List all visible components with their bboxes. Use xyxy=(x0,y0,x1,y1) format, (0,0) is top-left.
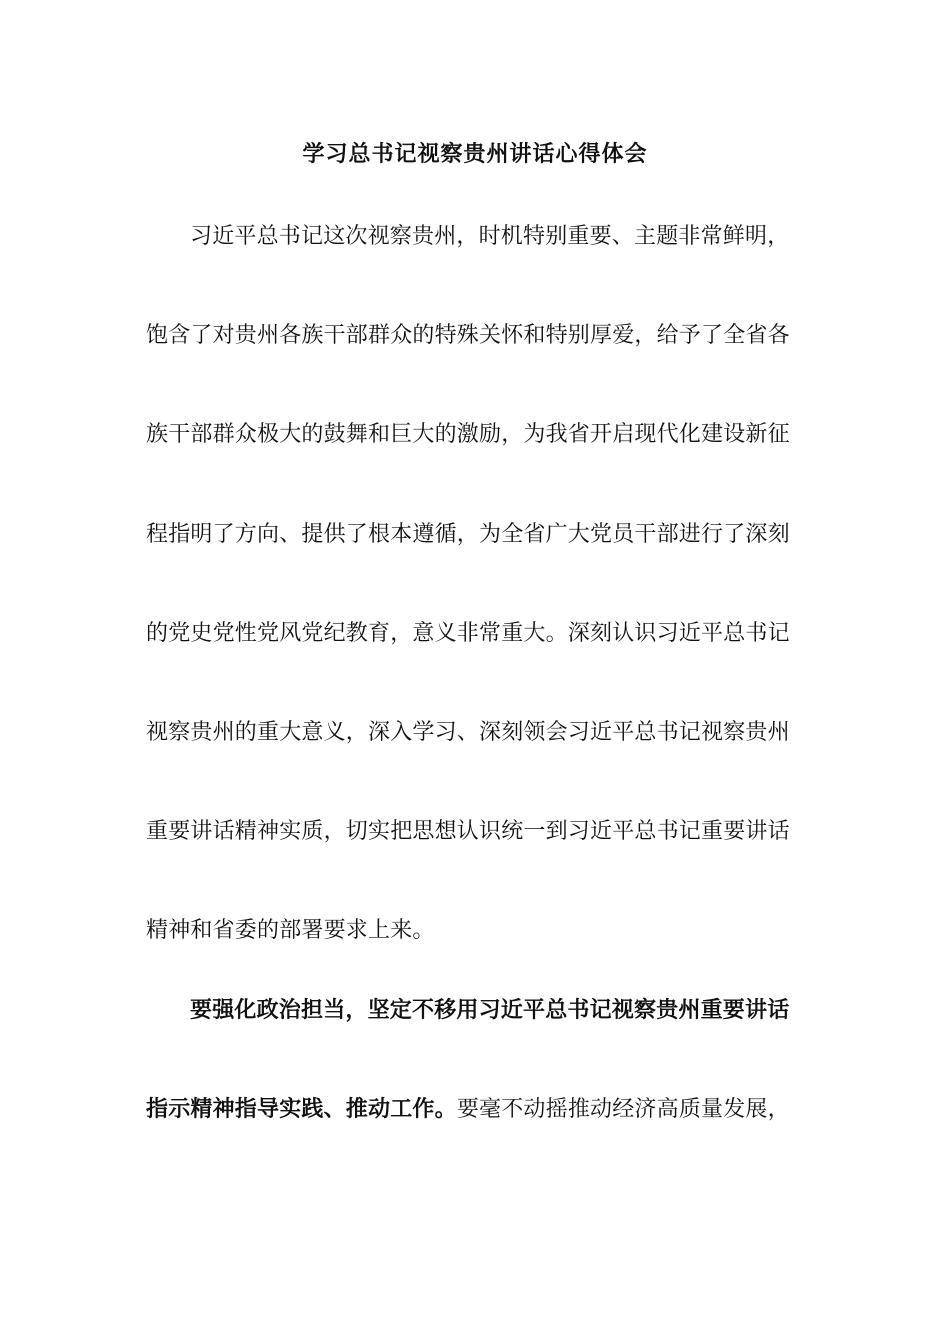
paragraph2-line-2-bold: 指示精神指导实践、推动工作。 xyxy=(146,1097,457,1122)
paragraph1-line-5: 的党史党性党风党纪教育，意义非常重大。深刻认识习近平总书记 xyxy=(146,621,790,646)
paragraph1-line-3: 族干部群众极大的鼓舞和巨大的激励，为我省开启现代化建设新征 xyxy=(146,422,790,447)
paragraph1-line-1: 习近平总书记这次视察贵州，时机特别重要、主题非常鲜明， xyxy=(190,224,790,249)
paragraph1-line-7: 重要讲话精神实质，切实把思想认识统一到习近平总书记重要讲话 xyxy=(146,819,790,844)
paragraph1-line-8: 精神和省委的部署要求上来。 xyxy=(146,918,435,943)
paragraph1-line-6: 视察贵州的重大意义，深入学习、深刻领会习近平总书记视察贵州 xyxy=(146,720,790,745)
paragraph1-line-4: 程指明了方向、提供了根本遵循，为全省广大党员干部进行了深刻 xyxy=(146,522,790,547)
paragraph2-line-1: 要强化政治担当，坚定不移用习近平总书记视察贵州重要讲话 xyxy=(190,998,790,1023)
paragraph2-line-2-normal: 要毫不动摇推动经济高质量发展， xyxy=(456,1097,790,1122)
paragraph2-line-2 xyxy=(146,1093,806,1127)
document-title: 学习总书记视察贵州讲话心得体会 xyxy=(302,142,648,167)
paragraph1-line-2: 饱含了对贵州各族干部群众的特殊关怀和特别厚爱，给予了全省各 xyxy=(146,323,790,348)
